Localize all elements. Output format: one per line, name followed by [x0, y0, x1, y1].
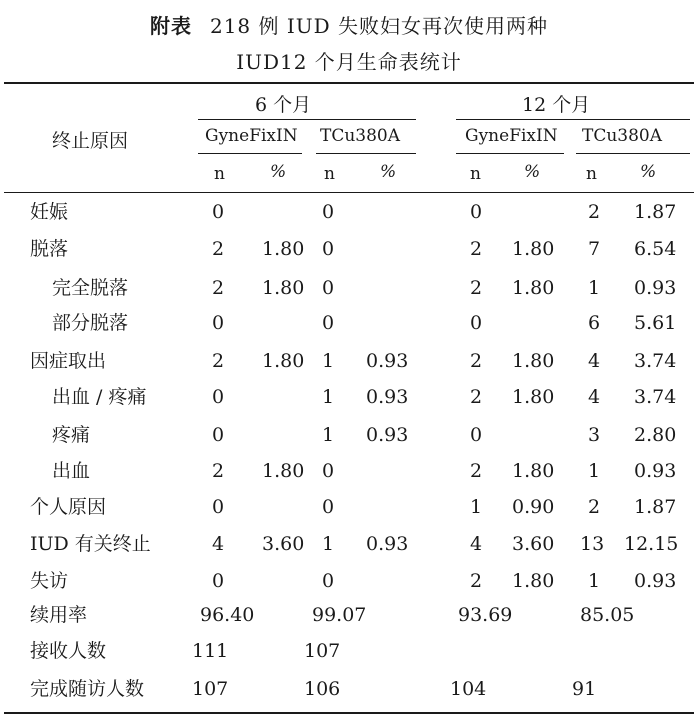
subheader-pct: %: [380, 162, 397, 182]
table-cell: 1: [322, 350, 335, 372]
table-cell: 1: [322, 424, 335, 446]
table-cell: 0: [322, 238, 335, 260]
table-cell: 0.93: [634, 460, 677, 482]
table-cell: 0: [322, 496, 335, 518]
period-12-header: 12 个月: [522, 94, 591, 116]
table-cell: 0: [322, 277, 335, 299]
table-cell: 0: [322, 201, 335, 223]
table-cell: 0: [470, 201, 483, 223]
header-rule: [4, 192, 694, 193]
rule-tcu-12: [576, 153, 690, 154]
table-cell: 1.87: [634, 496, 677, 518]
table-cell: 2: [212, 238, 225, 260]
table-cell: 0: [470, 312, 483, 334]
row-label: 出血 / 疼痛: [52, 386, 147, 408]
device-a-6: GyneFixIN: [205, 126, 298, 146]
table-cell: 3.60: [512, 533, 555, 555]
row-label: 个人原因: [30, 496, 107, 518]
subheader-n: n: [586, 164, 597, 184]
table-cell: 3.74: [634, 350, 677, 372]
summary-label: 接收人数: [30, 640, 107, 662]
summary-cell: 104: [450, 678, 487, 700]
table-cell: 1.80: [512, 460, 555, 482]
table-cell: 2: [470, 277, 483, 299]
table-cell: 1.80: [262, 350, 305, 372]
table-cell: 0.93: [634, 570, 677, 592]
table-cell: 3.74: [634, 386, 677, 408]
device-b-6: TCu380A: [320, 126, 401, 146]
subheader-n: n: [324, 164, 335, 184]
table-cell: 2: [588, 496, 601, 518]
row-label: 因症取出: [30, 350, 107, 372]
table-cell: 13: [580, 533, 605, 555]
table-cell: 0: [322, 312, 335, 334]
row-label: 部分脱落: [52, 312, 129, 334]
summary-cell: 93.69: [458, 604, 513, 626]
summary-cell: 107: [192, 678, 229, 700]
table-cell: 1: [322, 386, 335, 408]
subheader-n: n: [470, 164, 481, 184]
row-label: 脱落: [30, 238, 69, 260]
table-cell: 2: [470, 460, 483, 482]
table-cell: 1.87: [634, 201, 677, 223]
table-cell: 6.54: [634, 238, 677, 260]
table-cell: 0: [212, 424, 225, 446]
table-cell: 4: [588, 386, 601, 408]
summary-cell: 99.07: [312, 604, 367, 626]
table-cell: 2: [588, 201, 601, 223]
table-cell: 1: [322, 533, 335, 555]
summary-cell: 96.40: [200, 604, 255, 626]
row-label: IUD 有关终止: [30, 533, 151, 555]
rule-tcu-6: [316, 153, 416, 154]
table-cell: 2.80: [634, 424, 677, 446]
bottom-rule: [4, 712, 694, 714]
summary-cell: 107: [304, 640, 341, 662]
table-cell: 0: [212, 312, 225, 334]
table-cell: 1.80: [512, 238, 555, 260]
table-cell: 2: [212, 460, 225, 482]
table-cell: 4: [588, 350, 601, 372]
table-cell: 1: [470, 496, 483, 518]
table-cell: 0.93: [366, 350, 409, 372]
row-label: 妊娠: [30, 201, 69, 223]
table-cell: 6: [588, 312, 601, 334]
summary-label: 续用率: [30, 604, 88, 626]
table-cell: 0.93: [366, 533, 409, 555]
table-cell: 0.93: [366, 424, 409, 446]
table-cell: 0: [212, 201, 225, 223]
table-cell: 0.90: [512, 496, 555, 518]
table-cell: 2: [470, 238, 483, 260]
row-header: 终止原因: [52, 130, 129, 152]
table-cell: 1.80: [262, 238, 305, 260]
subheader-pct: %: [524, 162, 541, 182]
table-caption-label: 附表: [149, 14, 192, 38]
table-cell: 0.93: [634, 277, 677, 299]
summary-cell: 91: [572, 678, 597, 700]
rule-gynefix-6: [198, 153, 302, 154]
table-cell: 1.80: [262, 460, 305, 482]
row-label: 出血: [52, 460, 91, 482]
row-label: 失访: [30, 570, 69, 592]
table-cell: 2: [470, 350, 483, 372]
device-b-12: TCu380A: [582, 126, 663, 146]
table-cell: 1.80: [512, 277, 555, 299]
top-rule: [4, 82, 694, 84]
summary-label: 完成随访人数: [30, 678, 145, 700]
rule-gynefix-12: [456, 153, 564, 154]
table-cell: 5.61: [634, 312, 677, 334]
summary-cell: 106: [304, 678, 341, 700]
subheader-n: n: [214, 164, 225, 184]
table-cell: 7: [588, 238, 601, 260]
table-cell: 2: [470, 386, 483, 408]
device-a-12: GyneFixIN: [465, 126, 558, 146]
table-cell: 1.80: [262, 277, 305, 299]
table-cell: 0.93: [366, 386, 409, 408]
table-cell: 0: [212, 570, 225, 592]
table-cell: 3.60: [262, 533, 305, 555]
summary-cell: 111: [192, 640, 229, 662]
table-cell: 3: [588, 424, 601, 446]
table-cell: 1.80: [512, 386, 555, 408]
subheader-pct: %: [270, 162, 287, 182]
rule-12-month: [456, 119, 690, 120]
table-cell: 0: [212, 496, 225, 518]
table-cell: 0: [322, 460, 335, 482]
table-cell: 4: [212, 533, 225, 555]
row-label: 疼痛: [52, 424, 91, 446]
table-cell: 12.15: [624, 533, 679, 555]
table-caption-line1: [0, 10, 698, 39]
table-cell: 1: [588, 570, 601, 592]
table-cell: 1: [588, 460, 601, 482]
table-cell: 0: [212, 386, 225, 408]
table-cell: 1: [588, 277, 601, 299]
table-cell: 0: [322, 570, 335, 592]
period-6-header: 6 个月: [255, 94, 312, 116]
table-cell: 4: [470, 533, 483, 555]
table-cell: 2: [212, 350, 225, 372]
row-label: 完全脱落: [52, 277, 129, 299]
table-caption-line2: IUD12 个月生命表统计: [236, 50, 462, 74]
table-cell: 1.80: [512, 350, 555, 372]
table-cell: 2: [212, 277, 225, 299]
table-cell: 1.80: [512, 570, 555, 592]
rule-6-month: [198, 119, 416, 120]
caption-text: 218 例 IUD 失败妇女再次使用两种: [209, 14, 549, 38]
summary-cell: 85.05: [580, 604, 635, 626]
table-cell: 0: [470, 424, 483, 446]
table-cell: 2: [470, 570, 483, 592]
subheader-pct: %: [640, 162, 657, 182]
